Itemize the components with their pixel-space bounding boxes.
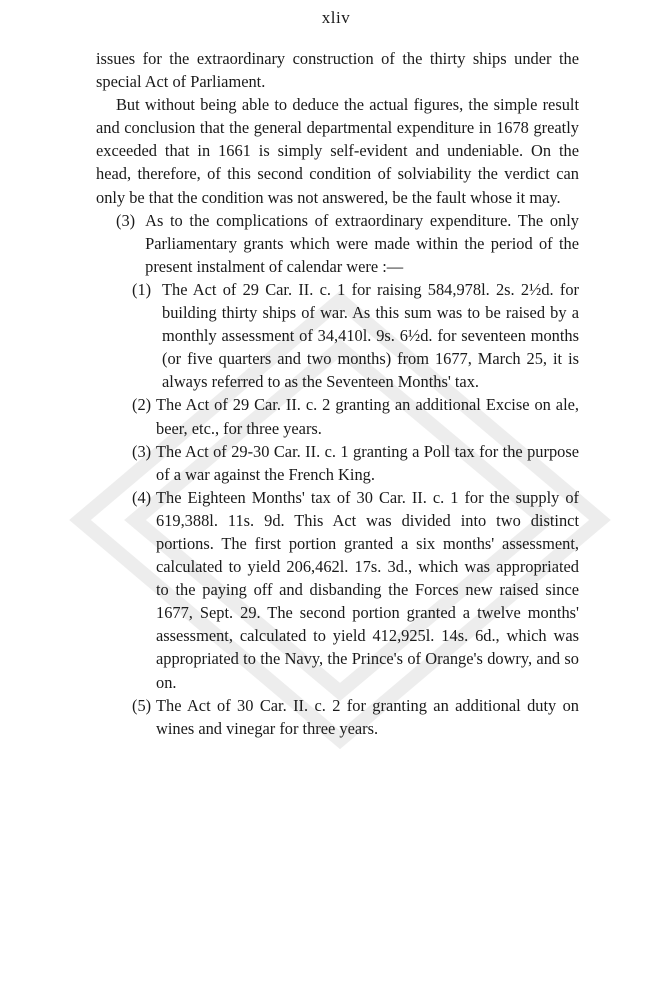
list-item bbox=[132, 278, 579, 393]
list-item bbox=[132, 486, 579, 694]
document-body bbox=[96, 47, 579, 740]
paragraph-expenditure: But without being able to deduce the actual figures, the simple result and conclusion that the general departmental expenditure in 1678 greatly exceeded that in 1661 is simply self-evident and undeniable. On the head, therefore, of this second condition of solviability the verdict can only be that the condition was not answered, be the fault whose it may. bbox=[96, 95, 579, 207]
paragraph-complications bbox=[116, 209, 579, 278]
list-item-number: (5) bbox=[132, 695, 152, 715]
list-item-number: (1) bbox=[132, 279, 152, 299]
list-item-text: The Eighteen Months' tax of 30 Car. II. c. 1 for the supply of 619,388l. 11s. 9d. This Act was divided into two distinct portions. The first portion granted a six months' assessment, calculated to yield 206,462l. 17s. 3d., which was appropriated to the paying off and disbanding the Forces new raised since 1677, Sept. 29. The second portion granted a twelve months' assessment, calculated to yield 412,925l. 14s. 6d., which was appropriated to the Navy, the Prince's of Orange's dowry, and so on. bbox=[156, 487, 579, 692]
list-item bbox=[132, 393, 579, 439]
list-item-number: (4) bbox=[132, 487, 152, 507]
list-item-text: The Act of 29 Car. II. c. 2 granting an additional Excise on ale, beer, etc., for three years. bbox=[156, 395, 579, 438]
list-item bbox=[132, 440, 579, 486]
list-item-text: The Act of 29 Car. II. c. 1 for raising 584,978l. 2s. 2½d. for building thirty ships of war. As this sum was to be raised by a monthly assessment of 34,410l. 9s. 6½d. for seventeen months (or five quarters and two months) from 1677, March 25, it is always referred to as the Seventeen Months' tax. bbox=[162, 279, 579, 392]
grants-list bbox=[96, 278, 579, 740]
list-item-number: (3) bbox=[132, 441, 152, 461]
list-item-text: The Act of 29-30 Car. II. c. 1 granting a Poll tax for the purpose of a war against the French King. bbox=[156, 441, 579, 484]
list-item-number: (2) bbox=[132, 395, 152, 415]
paragraph-continuation: issues for the extraordinary construction of the thirty ships under the special Act of Parliament. bbox=[96, 49, 579, 92]
paragraph-number: (3) bbox=[116, 210, 136, 230]
list-item bbox=[132, 694, 579, 740]
paragraph-text: As to the complications of extraordinary expenditure. The only Parliamentary grants which were made within the period of the present instalment of calendar were :— bbox=[145, 210, 579, 276]
list-item-text: The Act of 30 Car. II. c. 2 for granting an additional duty on wines and vinegar for three years. bbox=[156, 695, 579, 738]
page-number: xliv bbox=[321, 8, 351, 27]
